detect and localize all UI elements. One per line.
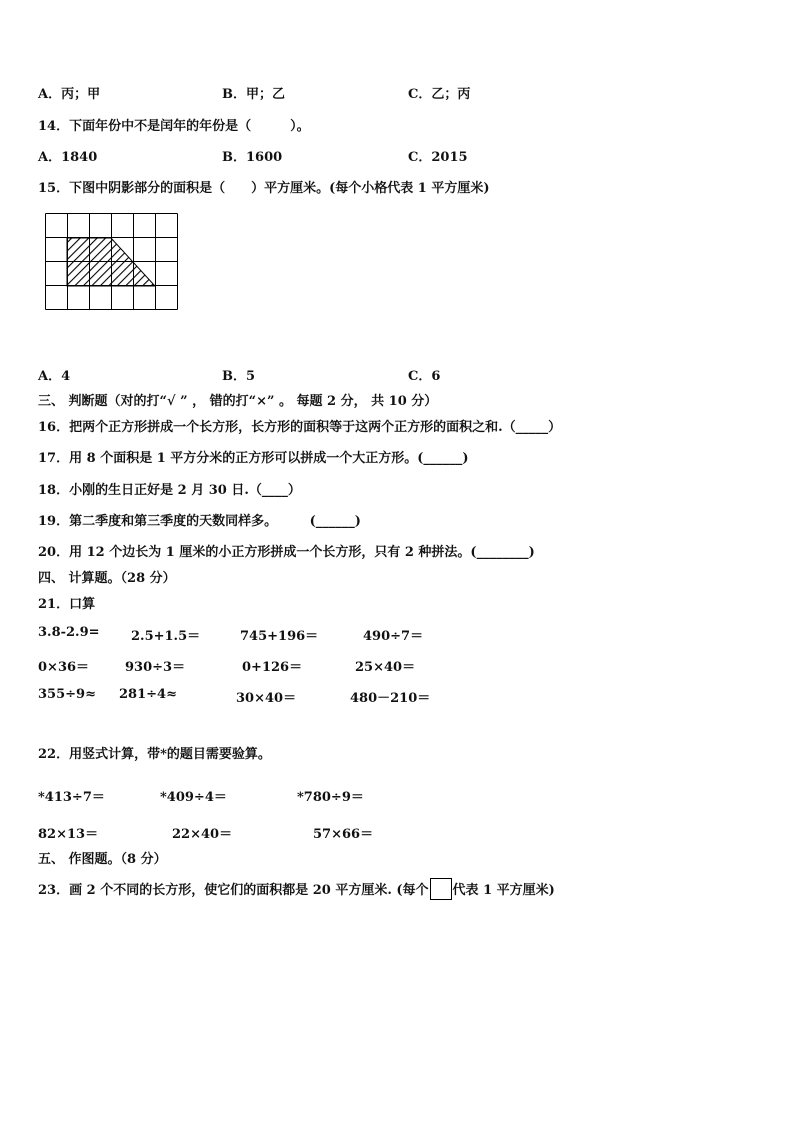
q21-item: 355÷9≈ — [38, 687, 96, 702]
q21-title: 21．口算 — [38, 597, 96, 612]
q22-title: 22．用竖式计算，带*的题目需要验算。 — [38, 747, 271, 762]
unit-square-icon — [430, 878, 452, 900]
q21-item: 30×40＝ — [236, 691, 297, 706]
q20: 20．用 12 个边长为 1 厘米的小正方形拼成一个长方形，只有 2 种拼法。(________) — [38, 545, 535, 560]
q22-item: *780÷9＝ — [297, 790, 364, 805]
section3-heading: 三、 判断题（对的打“√ ” ， 错的打“×” 。 每题 2 分， 共 10 分） — [38, 394, 438, 409]
q19: 19．第二季度和第三季度的天数同样多。 (______) — [38, 514, 361, 529]
q23-text-after: 代表 1 平方厘米) — [452, 883, 555, 898]
section5-heading: 五、 作图题。（8 分） — [38, 852, 167, 867]
q14-option-b: B．1600 — [222, 150, 283, 165]
q22-item: *409÷4＝ — [160, 790, 227, 805]
q23-text-before: 23．画 2 个不同的长方形，使它们的面积都是 20 平方厘米. (每个 — [38, 883, 429, 898]
q14-option-c: C．2015 — [408, 150, 468, 165]
q22-item: 22×40＝ — [172, 827, 233, 842]
q13-option-c: C．乙；丙 — [408, 87, 471, 102]
q18: 18．小刚的生日正好是 2 月 30 日.（____） — [38, 483, 301, 498]
q15-option-a: A．4 — [38, 369, 71, 384]
q21-item: 745+196＝ — [240, 629, 319, 644]
q22-item: *413÷7＝ — [38, 790, 105, 805]
section4-heading: 四、 计算题。（28 分） — [38, 571, 176, 586]
q15-option-c: C．6 — [408, 369, 441, 384]
q21-item: 3.8-2.9= — [38, 625, 100, 640]
q21-item: 0×36＝ — [38, 660, 90, 675]
q15-option-b: B．5 — [222, 369, 256, 384]
q16: 16．把两个正方形拼成一个长方形，长方形的面积等于这两个正方形的面积之和.（_____） — [38, 420, 562, 435]
q23 — [38, 879, 555, 902]
q21-item: 480－210＝ — [350, 691, 431, 706]
q22-item: 82×13＝ — [38, 827, 99, 842]
q13-option-a: A．丙；甲 — [38, 87, 101, 102]
q21-item: 930÷3＝ — [125, 660, 186, 675]
q14-option-a: A．1840 — [38, 150, 98, 165]
grid-lines — [46, 214, 178, 310]
q22-item: 57×66＝ — [313, 827, 374, 842]
shaded-grid-figure — [45, 213, 179, 313]
q15-stem: 15．下图中阴影部分的面积是（ ）平方厘米。(每个小格代表 1 平方厘米) — [38, 181, 490, 196]
q21-item: 490÷7＝ — [363, 629, 424, 644]
q21-item: 0+126＝ — [242, 660, 303, 675]
q21-item: 25×40＝ — [355, 660, 416, 675]
q13-option-b: B．甲；乙 — [222, 87, 285, 102]
q21-item: 2.5+1.5＝ — [131, 629, 201, 644]
q21-item: 281÷4≈ — [119, 687, 177, 702]
q14-stem: 14．下面年份中不是闰年的年份是（ ）。 — [38, 119, 310, 134]
q17: 17．用 8 个面积是 1 平方分米的正方形可以拼成一个大正方形。(______) — [38, 451, 469, 466]
